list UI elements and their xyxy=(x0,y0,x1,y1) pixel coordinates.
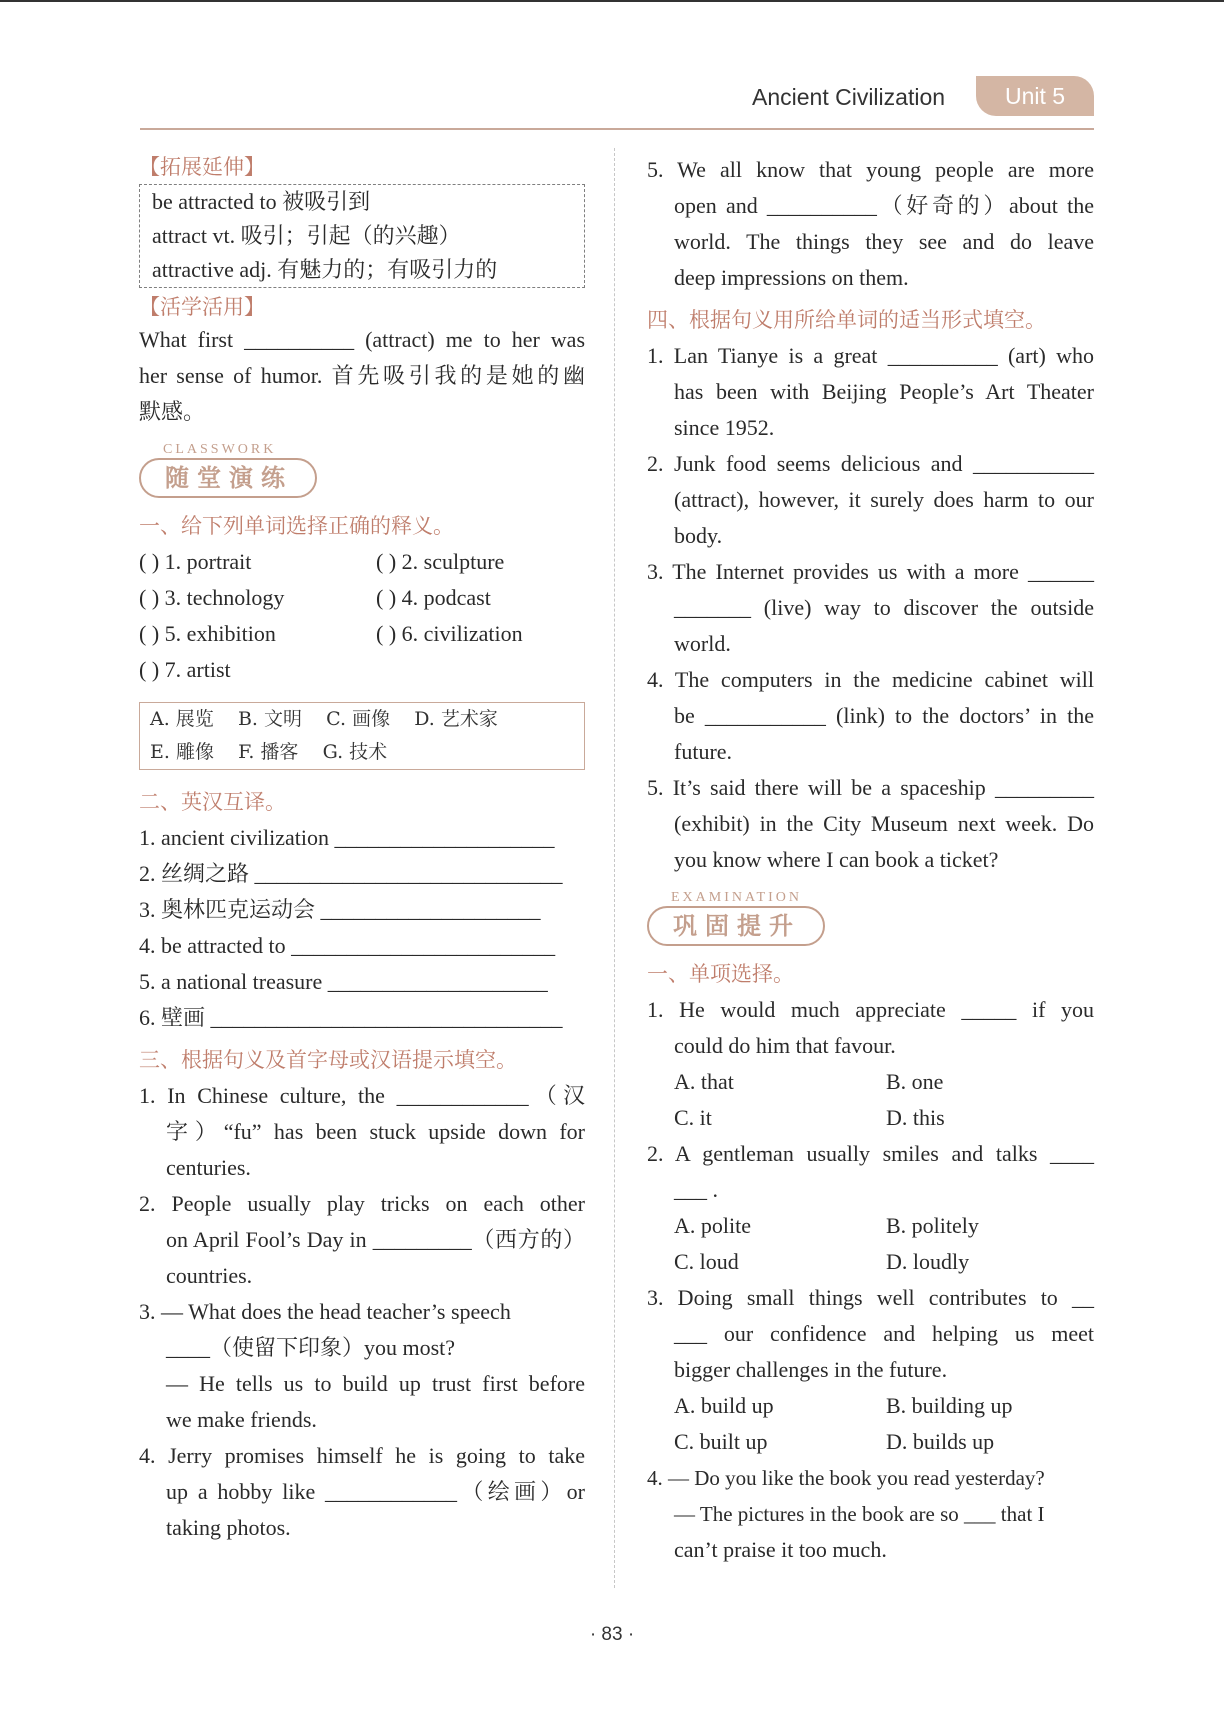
apply-heading: 【活学活用】 xyxy=(139,295,265,319)
option-row xyxy=(647,1388,1094,1424)
fill-line: be ___________ (link) to the doctors’ in the xyxy=(674,703,1094,728)
matching-item: ( ) 3. technology xyxy=(139,585,285,610)
fill-line: (exhibit) in the City Museum next week. Do xyxy=(674,811,1094,836)
classwork-label-en: CLASSWORK xyxy=(163,442,277,457)
matching-item: ( ) 2. sculpture xyxy=(376,549,505,574)
fill-line: we make friends. xyxy=(166,1407,317,1432)
mc-question xyxy=(647,1136,1094,1280)
fill-line: taking photos. xyxy=(166,1515,291,1540)
fill-line: 1. Lan Tianye is a great __________ (art) who xyxy=(647,343,1094,368)
mc-question xyxy=(647,992,1094,1136)
question-line: 2. A gentleman usually smiles and talks ____ xyxy=(647,1141,1094,1166)
answer-option: C. loud xyxy=(674,1249,739,1274)
section-heading-mc: 一、单项选择。 xyxy=(647,962,794,986)
right-column xyxy=(647,152,1094,1568)
examination-label-cn: 巩固提升 xyxy=(647,906,825,946)
fill-line: 字）“fu” has been stuck upside down for xyxy=(166,1119,585,1144)
matching-item: ( ) 7. artist xyxy=(139,657,231,682)
question-line: bigger challenges in the future. xyxy=(674,1357,948,1382)
translation-item: 4. be attracted to ________________________ xyxy=(139,933,556,958)
fill-line: (attract), however, it surely does harm to our xyxy=(674,487,1094,512)
word-form-item xyxy=(647,662,1094,770)
fill-line: 2. Junk food seems delicious and ___________ xyxy=(647,451,1094,476)
option-row xyxy=(647,1100,1094,1136)
matching-item: ( ) 5. exhibition xyxy=(139,621,276,646)
translation-item: 2. 丝绸之路 ____________________________ xyxy=(139,861,563,886)
left-column xyxy=(139,152,585,1546)
option-row xyxy=(647,1208,1094,1244)
fill-item xyxy=(139,1186,585,1294)
extend-line: attractive adj. 有魅力的；有吸引力的 xyxy=(152,257,498,282)
question-line: ___ our confidence and helping us meet xyxy=(674,1321,1094,1346)
page-header xyxy=(0,76,1224,120)
matching-row xyxy=(139,616,585,652)
classwork-badge xyxy=(139,442,585,502)
fill-item xyxy=(139,1438,585,1546)
extend-heading: 【拓展延伸】 xyxy=(139,155,265,179)
column-divider xyxy=(614,148,615,1588)
mc-question xyxy=(647,1460,1094,1568)
question-line: can’t praise it too much. xyxy=(674,1537,887,1562)
apply-line: 默感。 xyxy=(139,399,206,424)
fill-item xyxy=(139,1078,585,1186)
fill-line: 5. It’s said there will be a spaceship _________ xyxy=(647,775,1094,800)
translation-item: 6. 壁画 ________________________________ xyxy=(139,1005,563,1030)
answer-option: C. built up xyxy=(674,1429,768,1454)
section-heading-2: 二、英汉互译。 xyxy=(139,790,286,814)
fill-line: world. xyxy=(674,631,731,656)
matching-row xyxy=(139,580,585,616)
translation-item: 1. ancient civilization ____________________ xyxy=(139,825,555,850)
question-line: could do him that favour. xyxy=(674,1033,896,1058)
options-line: E. 雕像 F. 播客 G. 技术 xyxy=(150,741,388,763)
extend-line: attract vt. 吸引；引起（的兴趣） xyxy=(152,223,461,248)
word-form-item xyxy=(647,338,1094,446)
top-border xyxy=(0,0,1224,2)
matching-row xyxy=(139,544,585,580)
question-line: — The pictures in the book are so ___ that I xyxy=(674,1502,1045,1526)
section-heading-3: 三、根据句义及首字母或汉语提示填空。 xyxy=(139,1048,517,1072)
fill-line: 4. The computers in the medicine cabinet will xyxy=(647,667,1094,692)
fill-line: ____（使留下印象）you most? xyxy=(166,1335,456,1360)
matching-item: ( ) 6. civilization xyxy=(376,621,523,646)
unit-tab: Unit 5 xyxy=(976,76,1094,116)
vocab-extension-box xyxy=(139,184,585,288)
fill-line: you know where I can book a ticket? xyxy=(674,847,999,872)
matching-item: ( ) 1. portrait xyxy=(139,549,252,574)
fill-line: centuries. xyxy=(166,1155,251,1180)
fill-line: 4. Jerry promises himself he is going to take xyxy=(139,1443,585,1468)
word-form-item xyxy=(647,554,1094,662)
fill-line: countries. xyxy=(166,1263,253,1288)
examination-label-en: EXAMINATION xyxy=(671,890,802,905)
matching-item: ( ) 4. podcast xyxy=(376,585,491,610)
fill-line: open and __________（好奇的）about the xyxy=(674,193,1094,218)
section-heading-4: 四、根据句义用所给单词的适当形式填空。 xyxy=(647,308,1046,332)
fill-line: — He tells us to build up trust first before xyxy=(166,1371,585,1396)
page-number: · 83 · xyxy=(589,1624,635,1645)
fill-line: 3. — What does the head teacher’s speech xyxy=(139,1299,511,1324)
answer-option: D. this xyxy=(886,1105,945,1130)
answer-option: B. politely xyxy=(886,1213,979,1238)
mc-question xyxy=(647,1280,1094,1460)
running-title: Ancient Civilization xyxy=(752,84,946,110)
section-heading-1: 一、给下列单词选择正确的释义。 xyxy=(139,514,454,538)
answer-option: B. building up xyxy=(886,1393,1013,1418)
fill-line: future. xyxy=(674,739,733,764)
translation-item: 3. 奥林匹克运动会 ____________________ xyxy=(139,897,541,922)
question-line: ___ . xyxy=(674,1177,718,1202)
fill-line: _______ (live) way to discover the outside xyxy=(674,595,1094,620)
answer-option: A. build up xyxy=(674,1393,774,1418)
fill-line: deep impressions on them. xyxy=(674,265,909,290)
classwork-label-cn: 随堂演练 xyxy=(139,458,317,498)
fill-line: world. The things they see and do leave xyxy=(674,229,1094,254)
question-line: 1. He would much appreciate _____ if you xyxy=(647,997,1094,1022)
apply-line: her sense of humor. 首先吸引我的是她的幽 xyxy=(139,363,585,388)
translation-item: 5. a national treasure ____________________ xyxy=(139,969,548,994)
answer-option: A. that xyxy=(674,1069,734,1094)
fill-line: since 1952. xyxy=(674,415,775,440)
matching-row xyxy=(139,652,585,688)
option-row xyxy=(647,1424,1094,1460)
answer-option: A. polite xyxy=(674,1213,751,1238)
answer-option: D. builds up xyxy=(886,1429,995,1454)
fill-item xyxy=(139,1294,585,1438)
extend-line: be attracted to 被吸引到 xyxy=(152,189,371,214)
question-line: 3. Doing small things well contributes to __ xyxy=(647,1285,1094,1310)
fill-line: 5. We all know that young people are more xyxy=(647,157,1094,182)
fill-line: 1. In Chinese culture, the ____________（汉 xyxy=(139,1083,585,1108)
matching-options-box xyxy=(139,702,585,770)
word-form-item xyxy=(647,770,1094,878)
answer-option: D. loudly xyxy=(886,1249,970,1274)
fill-line: 2. People usually play tricks on each other xyxy=(139,1191,585,1216)
question-line: 4. — Do you like the book you read yesterday? xyxy=(647,1466,1045,1490)
fill-line: up a hobby like ____________（绘画）or xyxy=(166,1479,585,1504)
answer-option: C. it xyxy=(674,1105,712,1130)
fill-line: on April Fool’s Day in _________（西方的） xyxy=(166,1227,585,1252)
word-form-item xyxy=(647,446,1094,554)
option-row xyxy=(647,1244,1094,1280)
fill-line: 3. The Internet provides us with a more ______ xyxy=(647,559,1094,584)
apply-line: What first __________ (attract) me to her was xyxy=(139,327,585,352)
examination-badge xyxy=(647,890,1094,950)
fill-line: body. xyxy=(674,523,723,548)
option-row xyxy=(647,1064,1094,1100)
answer-option: B. one xyxy=(886,1069,944,1094)
header-rule xyxy=(140,128,1094,130)
fill-line: has been with Beijing People’s Art Theater xyxy=(674,379,1094,404)
fill-item-continued xyxy=(647,152,1094,296)
options-line: A. 展览 B. 文明 C. 画像 D. 艺术家 xyxy=(150,708,498,730)
